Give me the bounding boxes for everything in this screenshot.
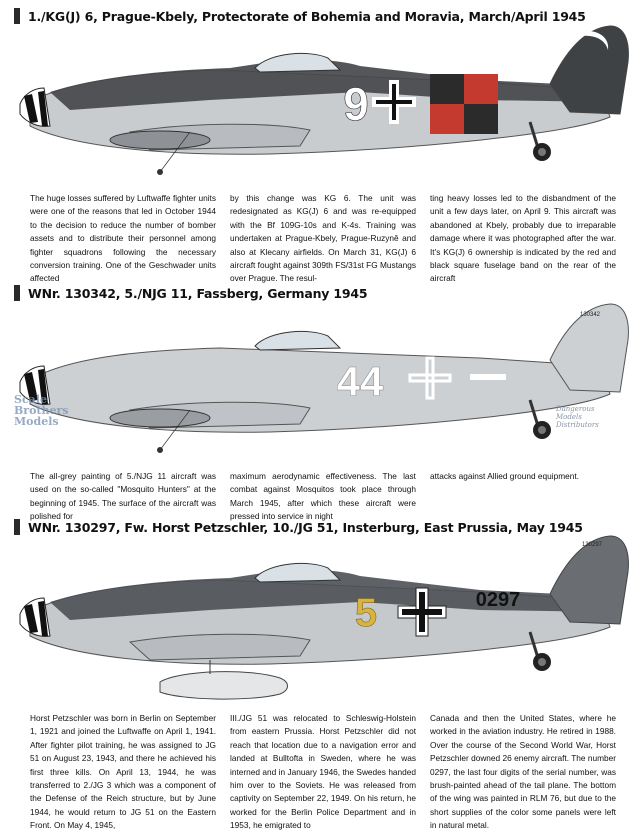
fuselage-code: 9 — [343, 78, 369, 130]
fuselage-code: 5 — [354, 591, 378, 635]
text-column: by this change was KG 6. The unit was redesignated as KG(J) 6 and was re-equipped with the Bf 109G-10s and K-4s. Training was undertaken at Prague-Kbely, Prague-Ruzyně and also at Klecany airfields. On March 31, KG(J) 6 aircraft fought against 309th FS/31st FG Mustangs over Prague. The resul- — [230, 193, 416, 284]
fuselage-code: 44 — [336, 358, 384, 405]
description-3 — [30, 712, 616, 833]
section-title-text: WNr. 130297, Fw. Horst Petzschler, 10./JG 51, Insterburg, East Prussia, May 1945 — [28, 519, 583, 535]
aircraft-profile-1 — [10, 22, 634, 182]
text-column: The huge losses suffered by Luftwaffe fighter units were one of the reasons that led in October 1944 to the decision to reduce the number of bomber assets and to distribute their personnel among fighter squadrons following the necessary conversion training. One of the Geschwader units affected — [30, 193, 216, 284]
tail-number: 130342 — [579, 312, 601, 318]
aircraft-profile-3 — [10, 532, 634, 707]
description-1 — [30, 192, 616, 286]
text-column: attacks against Allied ground equipment. — [430, 471, 579, 481]
text-column: The all-grey painting of 5./NJG 11 aircraft was used on the so-called "Mosquito Hunters" at the beginning of 1945. The surface of the aircraft was polished for — [30, 471, 216, 522]
section-title-text: 1./KG(J) 6, Prague-Kbely, Protectorate of Bohemia and Moravia, March/April 1945 — [28, 8, 586, 24]
section-title-text: WNr. 130342, 5./NJG 11, Fassberg, Germany 1945 — [28, 285, 368, 301]
distributor-watermark: Dangerous Models Distributors — [556, 405, 599, 429]
tail-code: 0297 — [475, 589, 521, 611]
title-marker — [14, 285, 20, 301]
text-column: Horst Petzschler was born in Berlin on September 1, 1921 and joined the Luftwaffe on April 1, 1941. After fighter pilot training, he was assigned to JG 51 on August 23, 1943, and there he achieved his first three kills. On April 13, 1944, he was transferred to 2./JG 3 which was a component of the Defense of the Reich structure, but by June 1944, he would return to JG 51 on the Eastern Front. On May 4, 1945, — [30, 713, 216, 831]
text-column: ting heavy losses led to the disbandment of the unit a few days later, on April 9. This aircraft was abandoned at Kbely, probably due to irreparable damage where it was photographed after the war. It's KG(J) 6 ownership is indicated by the red and black square fuselage band on the rear of the aircraft — [430, 193, 616, 284]
text-column: III./JG 51 was relocated to Schleswig-Holstein from eastern Prussia. Horst Petzschler did not reach that location due to a navigation error and landed at Bulltofta in Sweden, where he was interned and in January 1946, the Swedes handed him over to the Soviets. He was released from captivity on September 22, 1949. On his return, he worked for the Berlin Police Department and in 1953, he emigrated to — [230, 713, 416, 831]
text-column: maximum aerodynamic effectiveness. The last combat against Mosquitos took place through March 1945, after which these aircraft were pressed into service in night — [230, 471, 416, 522]
tail-number: 130297 — [581, 542, 603, 548]
aircraft-profile-2 — [10, 300, 634, 460]
text-column: Canada and then the United States, where he worked in the aviation industry. He retired in 1988. Over the course of the Second World War, Horst Petzschler downed 26 enemy aircraft. The number 0297, the last four digits of the serial number, was brush-painted ahead of the tail plane. The bottom of the wing was painted in RLM 76, but due to the short supplies of the color some panels were left in natural metal. — [430, 713, 616, 831]
watermark-logo: Scale Brothers Models — [14, 393, 69, 428]
